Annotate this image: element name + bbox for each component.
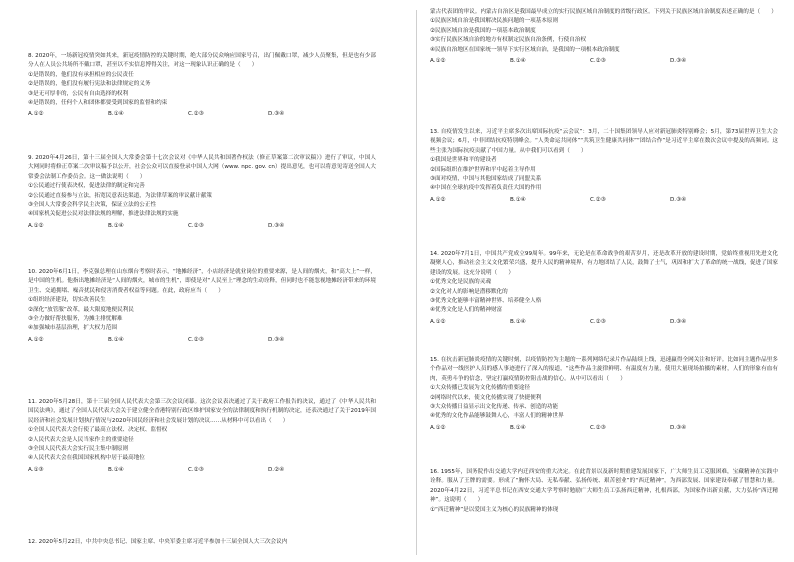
option-2: ②文化对人的影响是潜移默化的 xyxy=(430,288,508,295)
option-4: ④优秀文化是人们的精神财富 xyxy=(430,307,503,314)
option-4: ④人民代表大会在我国国家机构中居于最高地位 xyxy=(28,455,145,462)
choice-c[interactable]: C.②③ xyxy=(188,222,204,229)
choice-c[interactable]: C.②③ xyxy=(590,58,606,65)
option-2: ②网络时代以来，使文化传播实现了快捷便利 xyxy=(430,394,542,401)
question-13 xyxy=(430,128,778,205)
answer-choices xyxy=(430,423,778,433)
choice-b[interactable]: B.①④ xyxy=(510,196,526,203)
answer-choices xyxy=(28,465,376,475)
option-1: ①是错误的，他们没有承担相应的公民责任 xyxy=(28,71,134,78)
option-4: ④优秀的文化作品能够鼓舞人心，丰富人们的精神世界 xyxy=(430,413,564,420)
answer-choices xyxy=(28,221,376,231)
choice-d[interactable]: D.③④ xyxy=(670,424,687,431)
option-3: ③全国人民代表大会实行民主集中制原则 xyxy=(28,446,129,453)
question-15 xyxy=(430,356,778,433)
option-1: ①全国人民代表大会行使了最高立法权、决定权、监督权 xyxy=(28,427,168,434)
question-stem: 11. 2020年5月28日，第十三届全国人民代表大会第三次会议闭幕。这次会议表决通过了关于政府工作报告的决议，通过了《中华人民共和国民法典》，通过了全国人民代表大会关于建立健全香港特别行政区维护国家安全的法律制度和执行机制的决定，还表决通过了关于2019年国民经济和社会发展计划执行情况与2020年国民经济和社会发展计划的决议……从材料中可以看出（ ） xyxy=(28,399,376,424)
option-1: ①优秀文化是民族的灵魂 xyxy=(430,279,491,286)
choice-c[interactable]: C.②③ xyxy=(188,466,204,473)
option-4: ④是错误的，任何个人和团体都要受到国家的监督和约束 xyxy=(28,100,168,107)
option-1: ①公民通过行使表决权，促进法律的制定和完善 xyxy=(28,183,145,190)
choice-d[interactable]: D.③④ xyxy=(268,222,285,229)
choice-c[interactable]: C.②③ xyxy=(188,336,204,343)
choice-a[interactable]: A.①② xyxy=(28,111,44,118)
choice-a[interactable]: A.①② xyxy=(430,424,446,431)
choice-c[interactable]: C.②③ xyxy=(188,111,204,118)
option-4: ④中国在全球抗疫中发挥着负责任大国的作用 xyxy=(430,185,542,192)
question-14 xyxy=(430,250,778,327)
question-stem: 16. 1955年，国务院作出交通大学内迁西安的重大决定。在此背景以及新时期重建发展国家下，广大师生员工克服困难，宝藏精神在实践中诠释。服从了王牌的需要。形成了“胸怀大局、无私奉献、弘扬传统、艰苦创业”的“西迁精神”，为西部发展、国家建设奉献了智慧和力量。2020年4月22日，习近平总书记在西安交通大学考察时勉励广大师生员工弘扬西迁精神，扎根西部，为国家作出新贡献，大力弘扬“西迁精神”。这说明（ ） xyxy=(430,469,778,504)
option-2: ②民族区域自治是我国的一项基本政治制度 xyxy=(430,27,536,34)
choice-b[interactable]: B.①④ xyxy=(510,424,526,431)
choice-d[interactable]: D.③④ xyxy=(268,111,285,118)
choice-b[interactable]: B.①④ xyxy=(510,58,526,65)
option-4: ④国家机关促进公民对法律法规的理解，推进法律法规的实施 xyxy=(28,211,179,218)
question-stem: 13. 自疫情发生以来，习近平主席多次出席国际抗疫“云会议”：3月，二十国集团领导人应对新冠肺炎特别峰会；5月，第73届世界卫生大会视频会议；6月，中非团结抗疫特别峰会。“人类命运共同体”“共筑卫生健康共同体”“团结合作”是习近平主席在数次会议中提及的高频词。这些主张为国际抗疫贡献了中国力量。从中我们可以看到（ ） xyxy=(430,129,778,154)
column-divider xyxy=(416,10,417,555)
choice-a[interactable]: A.①② xyxy=(430,318,446,325)
question-stem: 12. 2020年5月22日，中共中央总书记、国家主席、中央军委主席习近平参加十三届全国人大三次会议内 xyxy=(28,539,288,545)
choice-d[interactable]: D.③④ xyxy=(670,196,687,203)
option-2: ②人民代表大会是人民当家作主的重要途径 xyxy=(28,436,134,443)
option-2: ②深化“放管服”改革，最大限度地便民利民 xyxy=(28,306,134,313)
choice-b[interactable]: B.①④ xyxy=(108,222,124,229)
option-3: ③大众传播日益显示出文化传递、传承、创造的功能 xyxy=(430,404,559,411)
question-stem: 15. 在抗击新冠肺炎疫情的关键时刻，以疫情防控为主题的一系列网络纪录片作品陆续上线，迅速赢得全网关注和好评。比如同主题作品里多个作品对一线医护人员的感人事迹进行了深入的报道，“这些作品主旋律鲜明、有温度有力量，使用大量现场拍摄的素材，人们的形象有血有肉，英勇斗争的信念，坚定打赢疫情防控阻击战的信心。从中可以看出（ ） xyxy=(430,357,778,382)
choice-b[interactable]: B.①④ xyxy=(108,466,124,473)
question-stem: 14. 2020年7月1日，中国共产党成立99周年。99年来，无论是在革命战争的艰苦岁月，还是改革开放的建设时期，党始终重视用先进文化凝聚人心，推动社会主义文化繁荣兴盛，提升人民的精神境界，有力地团结了人民，鼓舞了士气，巩固和扩大了革命的统一战线，促进了国家建设的发展。这充分说明（ ） xyxy=(430,251,778,276)
question-stem: 蒙古代表团的审议。内蒙古自治区是我国最早成立的实行民族区域自治制度的省级行政区。下列关于民族区域自治制度表述正确的是（ ） xyxy=(430,9,777,15)
choice-c[interactable]: C.②③ xyxy=(590,424,606,431)
question-stem: 10. 2020年6月1日，李克强总理在山东烟台考察时表示，“地摊经济”，小店经济是就业岗位的重要来源，是人间的烟火，和“高大上”一样，是中国的生机。他指出地摊经济是“人间的烟火，城市的生机”，即使是对“人民至上”理念的生动诠释，但同时也不能忽视地摊经济带来的环境卫生、交通拥堵、噪音扰民和侵害消费者权益等问题。在此，政府应当（ ） xyxy=(28,269,376,294)
left-column xyxy=(28,0,376,562)
question-8 xyxy=(28,52,376,119)
option-2: ②国际组织在维护世界和平中起着主导作用 xyxy=(430,166,536,173)
choice-d[interactable]: D.③④ xyxy=(670,318,687,325)
choice-b[interactable]: B.①④ xyxy=(108,111,124,118)
choice-a[interactable]: A.①② xyxy=(430,58,446,65)
option-2: ②公民通过直接参与立法，拓宽民意表达渠道，为法律草案的审议献计献策 xyxy=(28,192,213,199)
option-1: ①组织经济建设，切实改善民生 xyxy=(28,297,106,304)
choice-d[interactable]: D.③④ xyxy=(670,58,687,65)
question-12-continued xyxy=(430,8,778,66)
option-1: ①我国是世界和平的建设者 xyxy=(430,157,497,164)
option-4: ④民族自治地区在国家统一领导下实行区域自治，是我国的一项根本政治制度 xyxy=(430,46,620,53)
question-stem: 9. 2020年4月26日，第十三届全国人大常委会第十七次会议对《中华人民共和国著作权法（修正草案第二次审议稿）》进行了审议，中国人大网同时将修正草案二次审议稿予以公开，社会公众可以直接登录中国人大网（www. npc. gov. cn）提出意见，也可以将意见寄送全国人大常委会法制工作委员会。这一做法说明（ ） xyxy=(28,155,376,180)
choice-a[interactable]: A.①② xyxy=(28,336,44,343)
choice-a[interactable]: A.①② xyxy=(430,196,446,203)
choice-c[interactable]: C.②③ xyxy=(590,318,606,325)
option-1: ①大众传播已发展为文化传播的重要途径 xyxy=(430,385,531,392)
answer-choices xyxy=(430,317,778,327)
answer-choices xyxy=(28,335,376,345)
option-1: ①“西迁精神”是以爱国主义为核心的民族精神的体现 xyxy=(430,506,559,513)
choice-a[interactable]: A.①③ xyxy=(28,466,44,473)
option-3: ③优秀文化能够丰富精神世界、培养健全人格 xyxy=(430,298,542,305)
choice-b[interactable]: B.①④ xyxy=(510,318,526,325)
question-11 xyxy=(28,398,376,475)
option-4: ④加强城市基层治理，扩大权力范围 xyxy=(28,325,117,332)
option-3: ③全力做好帮扶服务，为摊主排忧解难 xyxy=(28,316,123,323)
question-stem: 8. 2020年，一场新冠疫情突如其来，新冠疫情防控的关键时期，绝大部分民众响应国家号召，出门佩戴口罩，减少人员聚集，但是也有少部分人在人员公共场所不戴口罩，甚至以不实信息博得关注，对这一现象认识正确的是（ ） xyxy=(28,53,376,69)
answer-choices xyxy=(28,109,376,119)
answer-choices xyxy=(430,195,778,205)
choice-d[interactable]: D.③④ xyxy=(268,336,285,343)
option-3: ③是无可厚非的，公民有自由选择的权利 xyxy=(28,90,129,97)
choice-a[interactable]: A.①② xyxy=(28,222,44,229)
right-column xyxy=(430,0,778,562)
option-1: ①民族区域自治是我国解决民族问题的一项基本原则 xyxy=(430,18,559,25)
option-3: ③实行民族区域自治的地方有权制定民族自治条例，行使自治权 xyxy=(430,37,587,44)
question-16 xyxy=(430,468,778,515)
question-9 xyxy=(28,154,376,231)
answer-choices xyxy=(430,56,778,66)
choice-b[interactable]: B.①④ xyxy=(108,336,124,343)
option-2: ②是错误的，他们没有履行宪法和法律规定的义务 xyxy=(28,81,151,88)
choice-d[interactable]: D.②④ xyxy=(268,466,285,473)
option-3: ③面对疫情，中国与其他国家结成了同盟关系 xyxy=(430,176,542,183)
question-12 xyxy=(28,538,376,547)
option-3: ③全国人大常委会科学民主决策，保证立法的公正性 xyxy=(28,202,157,209)
choice-c[interactable]: C.②③ xyxy=(590,196,606,203)
question-10 xyxy=(28,268,376,345)
